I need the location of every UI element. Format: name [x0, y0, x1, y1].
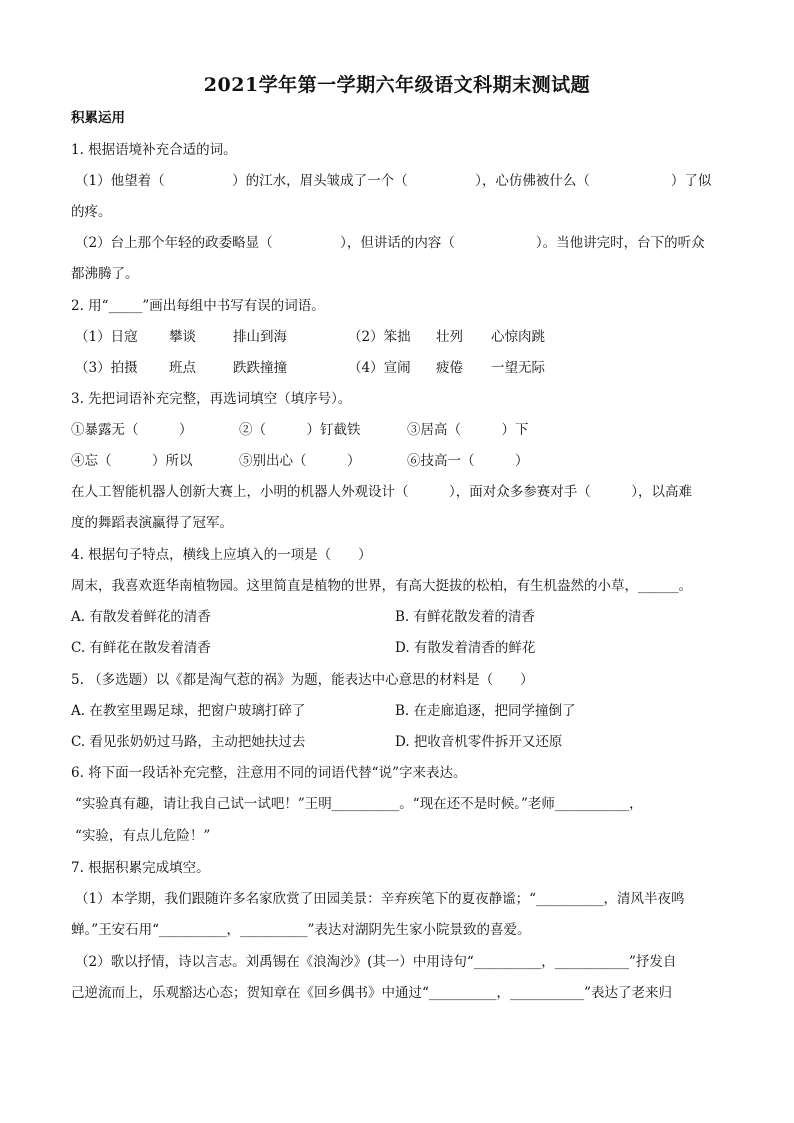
q7-line-3: （2）歌以抒情，诗以言志。刘禹锡在《浪淘沙》(其一）中用诗句“__________，___________”抒发自 — [75, 954, 677, 970]
q2-g2-w2: 壮列 — [436, 329, 463, 345]
q2-g3-w2: 班点 — [169, 360, 196, 376]
q2-g1-w3: 排山到海 — [233, 329, 287, 345]
q1-line-4: 都沸腾了。 — [71, 266, 139, 282]
q2-stem: 2. 用“_____”画出每组中书写有误的词语。 — [71, 298, 325, 314]
q7-line-4: 己逆流而上，乐观豁达心态；贺知章在《回乡偶书》中通过“__________，___________”表达了老来归 — [71, 985, 673, 1001]
q3-item-1: ①暴露无（ ） — [71, 422, 193, 438]
q6-line-1: “实验真有趣，请让我自己试一试吧！”王明__________。“现在还不是时候。”老师___________， — [75, 796, 643, 812]
q1-stem: 1. 根据语境补充合适的词。 — [71, 142, 237, 158]
q5-option-d: D. 把收音机零件拆开又还原 — [395, 734, 563, 750]
q1-line-1: （1）他望着（ ）的江水，眉头皱成了一个（ ），心仿佛被什么（ ）了似 — [75, 173, 712, 189]
q4-text: 周末，我喜欢逛华南植物园。这里简直是植物的世界，有高大挺拔的松柏，有生机盎然的小草，______。 — [71, 578, 692, 594]
q7-line-1: （1）本学期，我们跟随许多名家欣赏了田园美景：辛弃疾笔下的夏夜静谧；“__________，清风半夜鸣 — [75, 891, 685, 907]
q4-option-a: A. 有散发着鲜花的清香 — [71, 609, 211, 625]
q2-g4-w3: 一望无际 — [491, 360, 545, 376]
q2-g1-w1: （1）日寇 — [75, 329, 138, 345]
q4-stem: 4. 根据句子特点，横线上应填入的一项是（ ） — [71, 547, 372, 563]
q3-passage-1: 在人工智能机器人创新大赛上，小明的机器人外观设计（ ），面对众多参赛对手（ ），以高难 — [71, 484, 692, 500]
q6-line-2: “实验，有点儿危险！” — [75, 828, 211, 844]
q2-g4-w2: 疲倦 — [436, 360, 463, 376]
q2-g1-w2: 攀谈 — [169, 329, 196, 345]
q2-g3-w1: （3）拍摄 — [75, 360, 138, 376]
q2-g3-w3: 跌跌撞撞 — [233, 360, 287, 376]
q2-g4-w1: （4）宣闹 — [348, 360, 411, 376]
q7-line-2: 蝉。”王安石用“__________，__________”表达对湖阴先生家小院景致的喜爱。 — [71, 922, 531, 938]
q3-item-3: ③居高（ ）下 — [407, 422, 529, 438]
q1-line-2: 的疼。 — [71, 204, 112, 220]
section-heading: 积累运用 — [71, 110, 125, 126]
q5-option-c: C. 看见张奶奶过马路，主动把她扶过去 — [71, 734, 306, 750]
q5-stem: 5. （多选题）以《都是淘气惹的祸》为题，能表达中心意思的材料是（ ） — [71, 672, 534, 688]
q5-option-b: B. 在走廊追逐，把同学撞倒了 — [395, 703, 576, 719]
q3-item-6: ⑥技高一（ ） — [407, 453, 529, 469]
q1-line-3: （2）台上那个年轻的政委略显（ ），但讲话的内容（ ）。当他讲完时，台下的听众 — [75, 235, 705, 251]
q3-passage-2: 度的舞蹈表演赢得了冠军。 — [71, 515, 233, 531]
q6-stem: 6. 将下面一段话补充完整，注意用不同的词语代替“说”字来表达。 — [71, 765, 467, 781]
q4-option-c: C. 有鲜花在散发着清香 — [71, 640, 211, 656]
q4-option-d: D. 有散发着清香的鲜花 — [395, 640, 536, 656]
q4-option-b: B. 有鲜花散发着的清香 — [395, 609, 536, 625]
q5-option-a: A. 在教室里踢足球，把窗户玻璃打碎了 — [71, 703, 306, 719]
q3-item-5: ⑤别出心（ ） — [239, 453, 361, 469]
q3-item-4: ④忘（ ）所以 — [71, 453, 193, 469]
q3-item-2: ②（ ）钉截铁 — [239, 422, 361, 438]
q2-g2-w1: （2）笨拙 — [348, 329, 411, 345]
q2-g2-w3: 心惊肉跳 — [491, 329, 545, 345]
q7-stem: 7. 根据积累完成填空。 — [71, 860, 210, 876]
page-title: 2021学年第一学期六年级语文科期末测试题 — [203, 74, 591, 96]
q3-stem: 3. 先把词语补充完整，再选词填空（填序号）。 — [71, 391, 352, 407]
